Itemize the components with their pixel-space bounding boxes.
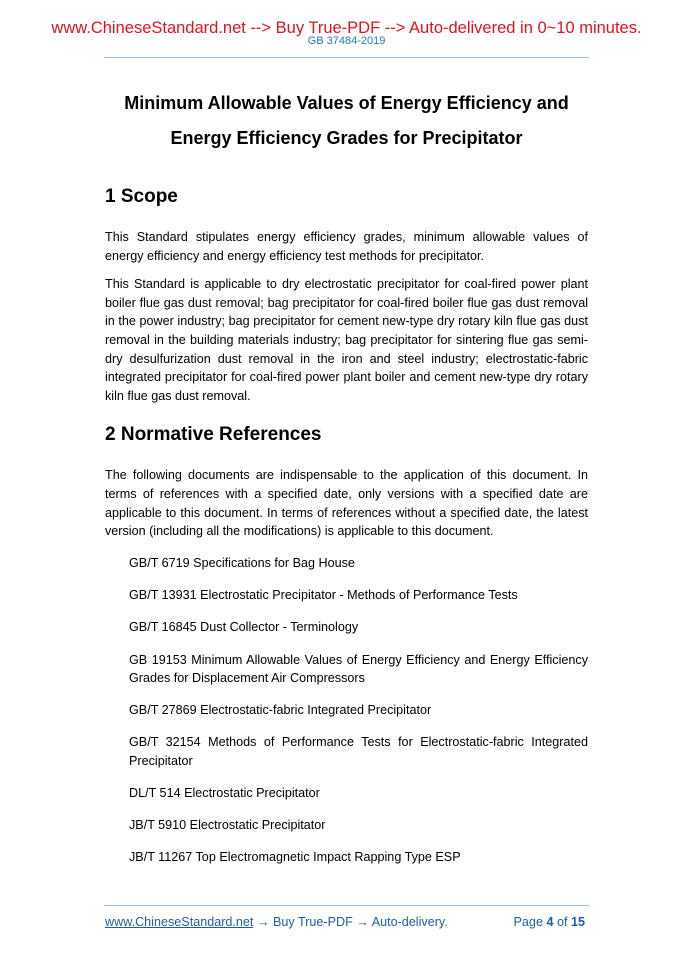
- title-line-1: Minimum Allowable Values of Energy Efficiency and: [124, 93, 569, 113]
- footer-text: → Buy True-PDF → Auto-delivery.: [253, 915, 448, 929]
- page-label: Page: [513, 915, 543, 929]
- title-line-2: Energy Efficiency Grades for Precipitator: [170, 128, 523, 148]
- footer: [105, 915, 585, 929]
- reference-item: GB/T 32154 Methods of Performance Tests for Electrostatic-fabric Integrated Precipitator: [129, 735, 588, 768]
- reference-item: GB/T 16845 Dust Collector - Terminology: [129, 620, 359, 635]
- reference-item: DL/T 514 Electrostatic Precipitator: [129, 785, 320, 800]
- footer-site-link[interactable]: www.ChineseStandard.net: [105, 915, 254, 929]
- page-indicator: [514, 915, 585, 929]
- reference-item: JB/T 5910 Electrostatic Precipitator: [129, 818, 326, 833]
- of-label: of: [556, 915, 568, 929]
- section-heading-scope: 1 Scope: [105, 186, 178, 207]
- promo-banner: www.ChineseStandard.net --> Buy True-PDF --> Auto-delivered in 0~10 minutes.: [51, 19, 642, 37]
- reference-item: JB/T 11267 Top Electromagnetic Impact Rapping Type ESP: [129, 850, 461, 865]
- header-divider: [104, 57, 589, 58]
- section-heading-normative-references: 2 Normative References: [105, 424, 322, 446]
- page-number: 4: [546, 915, 554, 929]
- paragraph: The following documents are indispensable to the application of this document. In terms of references with a specified date, only versions with a specified date are applicable to this document. In terms of references without a specified date, the latest version (including all the modifications) is applicable to this document.: [105, 468, 588, 539]
- document-body: [105, 86, 588, 867]
- reference-item: GB/T 13931 Electrostatic Precipitator - Methods of Performance Tests: [129, 588, 518, 603]
- paragraph: This Standard stipulates energy efficiency grades, minimum allowable values of energy efficiency and energy efficiency test methods for precipitator.: [105, 230, 588, 263]
- page-total: 15: [570, 915, 585, 929]
- document-title: [105, 86, 588, 156]
- reference-item: GB 19153 Minimum Allowable Values of Energy Efficiency and Energy Efficiency Grades for Displacement Air Compressors: [129, 652, 588, 686]
- paragraph: This Standard is applicable to dry electrostatic precipitator for coal-fired power plant boiler flue gas dust removal; bag precipitator for coal-fired boiler flue gas dust removal in the power industry; bag precipitator for cement new-type dry rotary kiln flue gas dust removal in the building materials industry; bag precipitator for sintering flue gas semi-dry desulfurization dust removal in the iron and steel industry; electrostatic-fabric integrated precipitator for coal-fired power plant boiler and cement new-type dry rotary kiln flue gas dust removal.: [105, 277, 588, 403]
- reference-item: GB/T 6719 Specifications for Bag House: [129, 556, 355, 571]
- standard-number: GB 37484-2019: [307, 35, 386, 47]
- reference-item: GB/T 27869 Electrostatic-fabric Integrated Precipitator: [129, 703, 432, 718]
- footer-divider: [104, 905, 589, 906]
